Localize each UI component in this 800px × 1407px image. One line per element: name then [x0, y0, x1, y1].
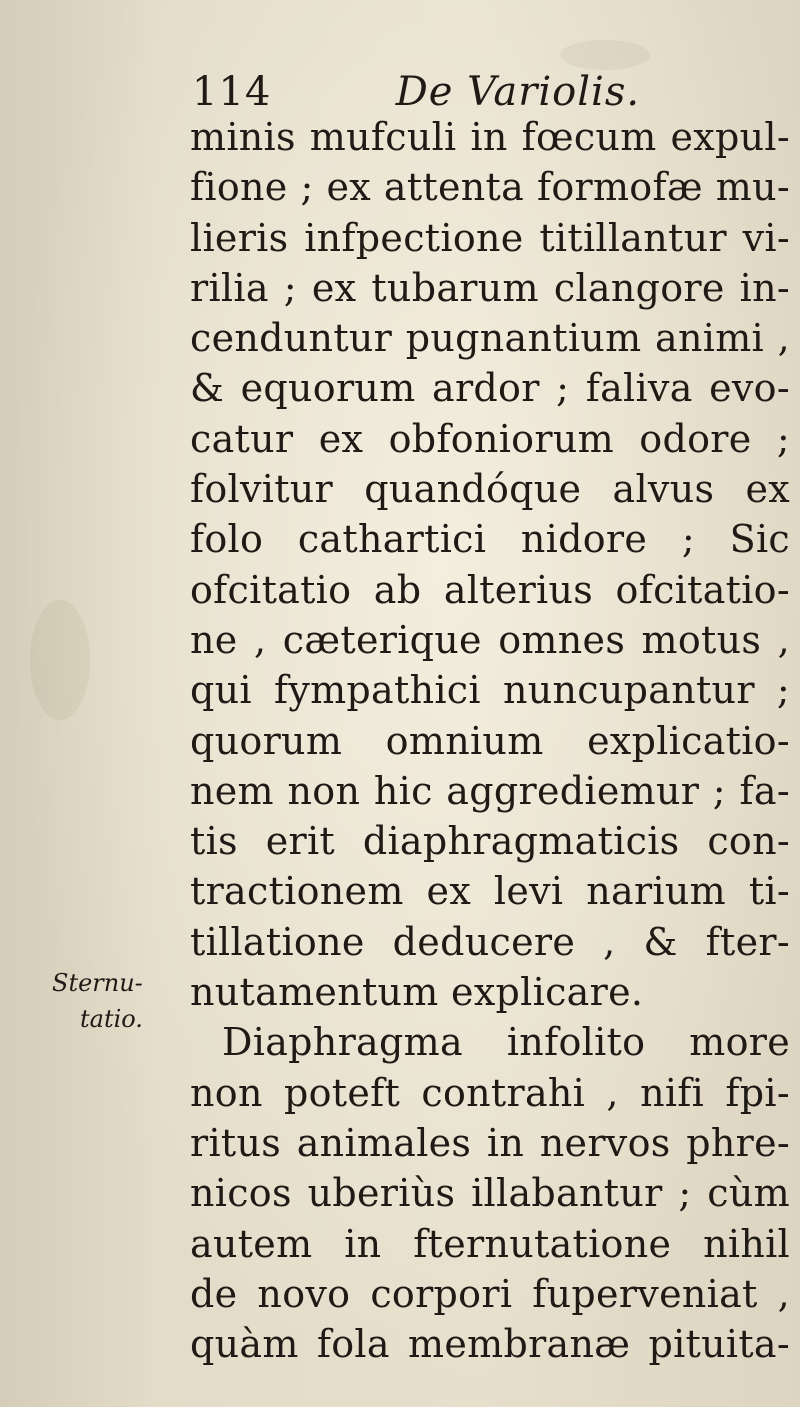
marginal-note [52, 965, 143, 1037]
text-line: de novo corpori fuperveniat , [190, 1271, 790, 1316]
text-line: folvitur quandóque alvus ex [190, 467, 790, 512]
text-line: minis mufculi in fœcum expul- [190, 115, 790, 159]
text-line: quorum omnium explicatio- [190, 718, 790, 763]
text-line: autem in fternutatione nihil [190, 1221, 790, 1266]
text-line: tillatione deducere , & fter- [190, 919, 790, 964]
text-line: nem non hic aggrediemur ; fa- [190, 768, 790, 813]
text-line: cenduntur pugnantium animi , [190, 316, 790, 361]
page-number: 114 [192, 69, 272, 115]
body-text [190, 112, 790, 1369]
text-line: lieris infpectione titillantur vi- [190, 215, 790, 260]
text-line: qui fympathici nuncupantur ; [190, 668, 790, 713]
text-line: nutamentum explicare. [190, 970, 644, 1015]
text-line: & equorum ardor ; faliva evo- [190, 366, 790, 411]
paper-stain [30, 600, 90, 720]
text-line: tis erit diaphragmaticis con- [190, 819, 790, 864]
paragraph-start-line: Diaphragma infolito more [222, 1020, 790, 1065]
paper-stain [560, 40, 650, 70]
running-title: De Variolis. [395, 69, 641, 115]
text-line: ritus animales in nervos phre- [190, 1120, 790, 1165]
text-line: fione ; ex attenta formofæ mu- [190, 165, 790, 210]
marginal-note-line: tatio. [80, 1005, 143, 1033]
text-line: ofcitatio ab alterius ofcitatio- [190, 567, 790, 612]
text-line: nicos uberiùs illabantur ; cùm [190, 1171, 790, 1216]
text-line: ne , cæterique omnes motus , [190, 617, 790, 662]
text-line: catur ex obfoniorum odore ; [190, 416, 790, 461]
text-line: folo cathartici nidore ; Sic [190, 517, 790, 562]
text-line: quàm fola membranæ pituita- [190, 1322, 790, 1367]
running-head [192, 69, 641, 115]
text-line: rilia ; ex tubarum clangore in- [190, 265, 790, 310]
text-line: non poteft contrahi , nifi fpi- [190, 1070, 790, 1115]
marginal-note-line: Sternu- [52, 969, 143, 997]
text-line: tractionem ex levi narium ti- [190, 869, 790, 914]
